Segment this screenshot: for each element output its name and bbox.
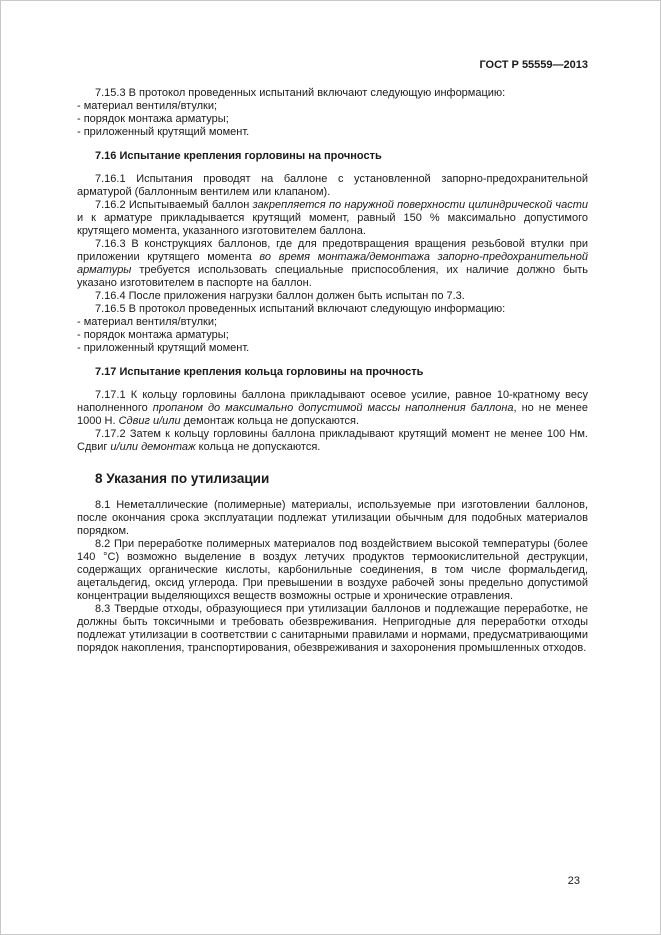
text-run: во время монтажа/демонтажа запорно-предохранительной арматуры (77, 251, 588, 276)
text-run: , но не менее 1000 Н. (77, 402, 588, 427)
text-run: 7.17 Испытание крепления кольца горловины на прочность (95, 366, 424, 378)
text-run: 7.17.1 К кольцу горловины баллона прикладывают осевое усилие, равное 10-кратному весу наполненного (77, 389, 588, 414)
text-run: - материал вентиля/втулки; (77, 316, 218, 328)
paragraph (77, 389, 588, 428)
text-run: требуется использовать специальные приспособления, их наличие должно быть указано изготовителем в паспорте на баллон. (77, 264, 588, 289)
text-run: - порядок монтажа арматуры; (77, 113, 229, 125)
section-heading (77, 366, 588, 379)
paragraph (77, 199, 588, 238)
text-run: 8.2 При переработке полимерных материалов под воздействием высокой температуры (более 140 °С) возможно выделение в воздух летучих продуктов термоокислительной деструкции, содержащих органические кислоты, карбонильные соединения, в том числе формальдегид, ацетальдегид, оксид углерода. При превышении в воздухе рабочей зоны предельно допустимой концентрации выделяющихся веществ возможны острые и хронические отравления. (77, 538, 588, 602)
paragraph (77, 303, 588, 316)
paragraph (77, 290, 588, 303)
text-run: кольца не допускаются. (195, 441, 321, 453)
paragraph (77, 342, 588, 355)
text-run: 7.17.2 Затем к кольцу горловины баллона прикладывают крутящий момент не менее 100 Нм. Сдвиг (77, 428, 588, 453)
paragraph (77, 87, 588, 100)
paragraph (77, 316, 588, 329)
text-run: 8.3 Твердые отходы, образующиеся при утилизации баллонов и подлежащие переработке, не должны быть токсичными и требовать обезвреживания. Непригодные для переработки отходы подлежат утилизации в соответствии с санитарными правилами и нормами, предусматривающими порядок накопления, транспортирования, обезвреживания и захоронения промышленных отходов. (77, 603, 588, 654)
text-run: - приложенный крутящий момент. (77, 342, 250, 354)
paragraph (77, 329, 588, 342)
section-heading (77, 150, 588, 163)
text-run: закрепляется по наружной поверхности цилиндрической части (252, 199, 589, 211)
text-run: 7.16.4 После приложения нагрузки баллон должен быть испытан по 7.3. (95, 290, 465, 302)
text-run: - порядок монтажа арматуры; (77, 329, 229, 341)
text-run: демонтаж кольца не допускаются. (180, 415, 360, 427)
text-run: 7.16 Испытание крепления горловины на прочность (95, 150, 382, 162)
paragraph (77, 126, 588, 139)
paragraph (77, 113, 588, 126)
text-run: и/или демонтаж (110, 441, 196, 453)
paragraph (77, 100, 588, 113)
paragraph (77, 499, 588, 538)
paragraph (77, 538, 588, 603)
document-body (77, 87, 588, 655)
text-run: 7.16.5 В протокол проведенных испытаний включают следующую информацию: (95, 303, 506, 315)
text-run: - материал вентиля/втулки; (77, 100, 218, 112)
text-run: и к арматуре прикладывается крутящий момент, равный 150 % максимально допустимого крутящего момента, указанного изготовителем баллона. (77, 212, 588, 237)
paragraph (77, 173, 588, 199)
text-run: пропаном до максимально допустимой массы наполнения баллона (152, 402, 514, 414)
text-run: 7.16.3 В конструкциях баллонов, где для предотвращения вращения резьбовой втулки при приложении крутящего момента (77, 238, 588, 263)
paragraph (77, 238, 588, 290)
text-run: 8 Указания по утилизации (95, 471, 270, 486)
paragraph (77, 428, 588, 454)
paragraph (77, 603, 588, 655)
standard-number: ГОСТ Р 55559—2013 (479, 59, 588, 71)
text-run: 8.1 Неметаллические (полимерные) материалы, используемые при изготовлении баллонов, после окончания срока эксплуатации подлежат утилизации обычным для подобных материалов порядком. (77, 499, 588, 537)
text-run: 7.16.2 Испытываемый баллон (95, 199, 253, 211)
page-number: 23 (567, 875, 580, 887)
text-run: - приложенный крутящий момент. (77, 126, 250, 138)
text-run: 7.16.1 Испытания проводят на баллоне с установленной запорно-предохранительной арматурой (баллонным вентилем или клапаном). (77, 173, 588, 198)
text-run: 7.15.3 В протокол проведенных испытаний включают следующую информацию: (95, 87, 506, 99)
section-heading (77, 471, 588, 487)
text-run: Сдвиг и/или (118, 415, 181, 427)
